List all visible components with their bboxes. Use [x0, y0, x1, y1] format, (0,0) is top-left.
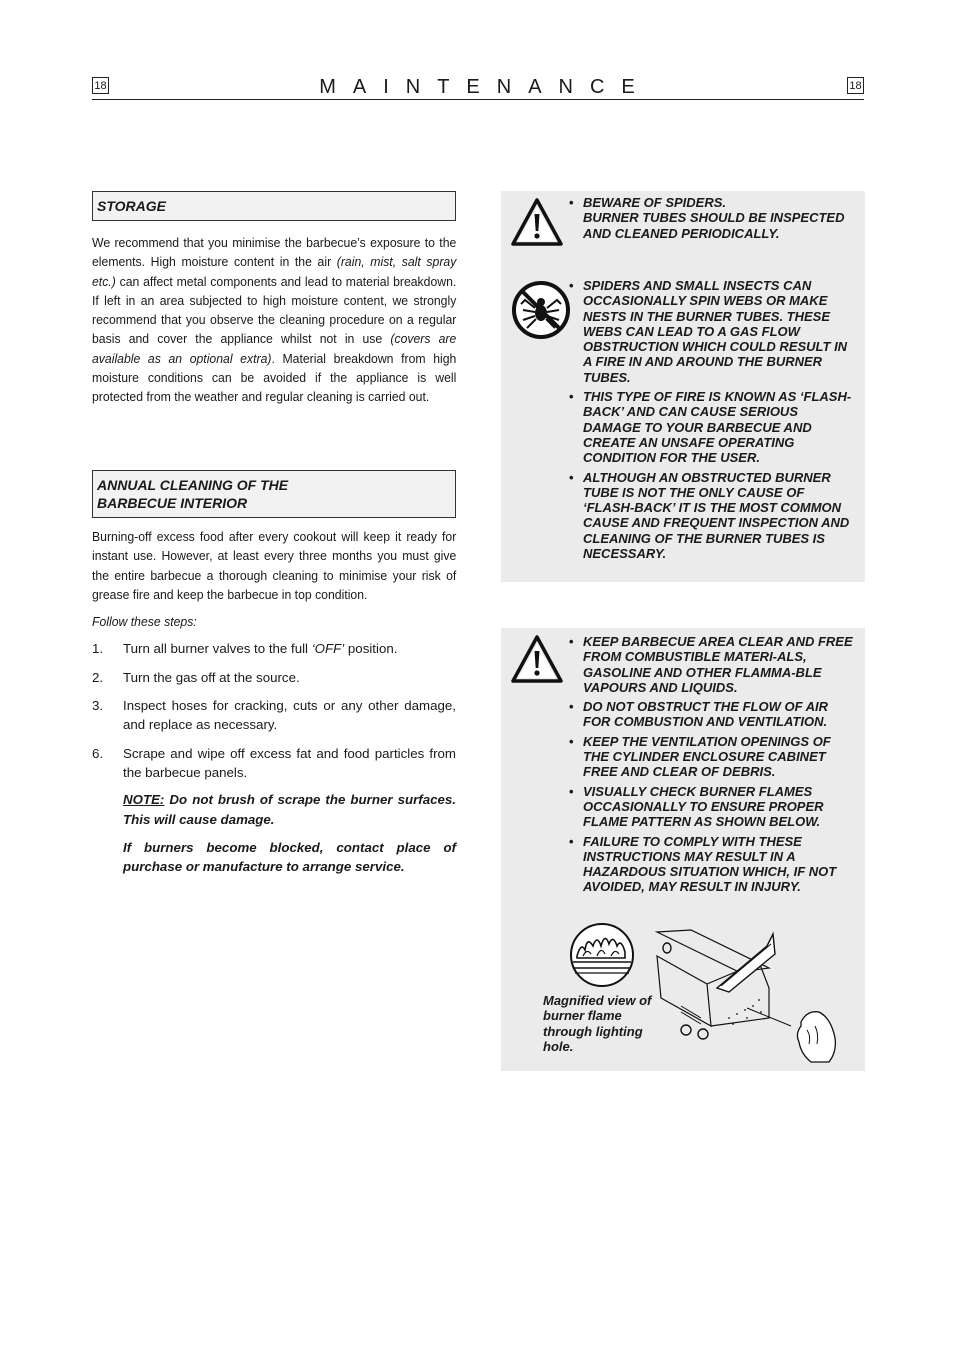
warning-triangle-icon [511, 197, 563, 247]
step-number: 2. [92, 669, 104, 685]
follow-steps-label: Follow these steps: [92, 614, 197, 630]
warning-bullet: • KEEP THE VENTILATION OPENINGS OF THE CYLINDER ENCLOSURE CABINET FREE AND CLEAR OF DEBRIS. [569, 734, 859, 780]
barbecue-illustration [651, 926, 849, 1068]
header-rule [92, 99, 864, 100]
safety-warning-panel [501, 628, 865, 1071]
step-item [92, 744, 456, 783]
step-item [92, 639, 456, 658]
step-number: 1. [92, 641, 104, 657]
step-item [92, 696, 456, 735]
note-block [123, 790, 456, 876]
spider-warning-list-a [569, 195, 859, 245]
steps-list [92, 639, 456, 782]
safety-warning-list [569, 634, 859, 899]
annual-intro: Burning-off excess food after every cookout will keep it ready for instant use. However, at least every three months you must give the entire barbecue a thorough cleaning to minimise your risk of grease fire and keep the barbecue in top condition. [92, 529, 457, 602]
illustration-caption: Magnified view of burner flame through lighting hole. [543, 993, 652, 1054]
warning-bullet: • FAILURE TO COMPLY WITH THESE INSTRUCTIONS MAY RESULT IN A HAZARDOUS SITUATION WHICH, IF NOT AVOIDED, MAY RESULT IN INJURY. [569, 834, 859, 895]
step-item [92, 668, 456, 687]
page-number-left: 18 [92, 77, 109, 94]
note: NOTE: Do not brush of scrape the burner surfaces. This will cause damage. [123, 792, 456, 827]
annual-cleaning-section [92, 470, 456, 876]
warning-bullet: • SPIDERS AND SMALL INSECTS CAN OCCASIONALLY SPIN WEBS OR MAKE NESTS IN THE BURNER TUBES. THESE WEBS CAN LEAD TO A GAS FLOW OBSTRUCTION WHICH COULD RESULT IN A FIRE IN AND AROUND THE BURNER TUBES. [569, 278, 859, 385]
warning-bullet: • DO NOT OBSTRUCT THE FLOW OF AIR FOR COMBUSTION AND VENTILATION. [569, 699, 859, 730]
warning-bullet: • VISUALLY CHECK BURNER FLAMES OCCASIONALLY TO ENSURE PROPER FLAME PATTERN AS SHOWN BELOW. [569, 784, 859, 830]
storage-section [92, 191, 456, 407]
no-spiders-icon [511, 280, 571, 340]
spider-warning-panel [501, 191, 865, 582]
step-number: 3. [92, 698, 104, 714]
storage-paragraph: We recommend that you minimise the barbecue’s exposure to the elements. High moisture content in the air (rain, mist, salt spray etc.) can affect metal components and lead to material breakdown. If left in an area subjected to high moisture content, we strongly recommend that you observe the cleaning procedure on a regular basis and cover the appliance whilst not in use (covers are available as an optional extra). Material breakdown from high moisture conditions can be avoided if the appliance is well protected from the weather and regular cleaning is carried out. [92, 235, 457, 405]
spider-warning-list-b [569, 278, 859, 565]
storage-heading: STORAGE [92, 191, 456, 221]
warning-bullet: • BEWARE OF SPIDERS. BURNER TUBES SHOULD BE INSPECTED AND CLEANED PERIODICALLY. [569, 195, 859, 241]
step-text: Scrape and wipe off excess fat and food particles from the barbecue panels. [123, 745, 456, 780]
warning-triangle-icon [511, 634, 563, 684]
step-number: 6. [92, 745, 104, 761]
page-number-right: 18 [847, 77, 864, 94]
page-title: MAINTENANCE [319, 76, 652, 98]
note-service: If burners become blocked, contact place of purchase or manufacture to arrange service. [123, 839, 456, 875]
warning-bullet: • KEEP BARBECUE AREA CLEAR AND FREE FROM COMBUSTIBLE MATERI-ALS, GASOLINE AND OTHER FLAMMA-BLE VAPOURS AND LIQUIDS. [569, 634, 859, 695]
annual-cleaning-heading: ANNUAL CLEANING OF THE BARBECUE INTERIOR [92, 470, 456, 518]
warning-bullet: • ALTHOUGH AN OBSTRUCTED BURNER TUBE IS NOT THE ONLY CAUSE OF ‘FLASH-BACK’ IT IS THE MOST COMMON CAUSE AND FREQUENT INSPECTION AND CLEANING OF THE BURNER TUBES IS NECESSARY. [569, 470, 859, 562]
step-text: Inspect hoses for cracking, cuts or any other damage, and replace as necessary. [123, 698, 456, 733]
step-text: Turn all burner valves to the full ‘OFF’ position. [123, 641, 398, 657]
burner-flame-magnified-icon [567, 922, 637, 988]
step-text: Turn the gas off at the source. [123, 669, 300, 685]
warning-bullet: • THIS TYPE OF FIRE IS KNOWN AS ‘FLASH-BACK’ AND CAN CAUSE SERIOUS DAMAGE TO YOUR BARBECUE AND CREATE AN UNSAFE OPERATING CONDITION FOR THE USER. [569, 389, 859, 465]
